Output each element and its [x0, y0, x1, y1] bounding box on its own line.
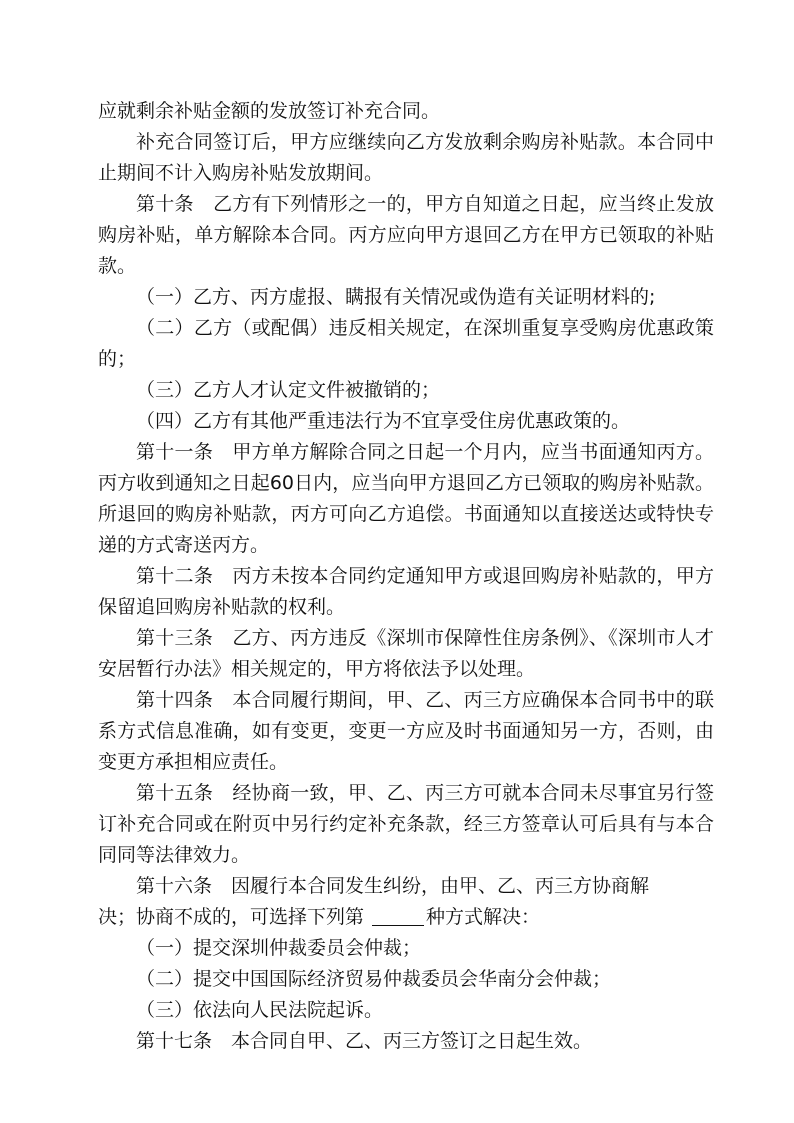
article-16-line-1: 第十六条 因履行本合同发生纠纷，由甲、乙、丙三方协商解 — [136, 875, 650, 897]
article-16-text-before: 决；协商不成的，可选择下列第 — [98, 906, 371, 928]
paragraph-continuation: 应就剩余补贴金额的发放签订补充合同。 — [98, 100, 441, 122]
article-16-line-2 — [98, 902, 714, 933]
article-16-option-3: （三）依法向人民法院起诉。 — [136, 999, 384, 1021]
article-14: 第十四条 本合同履行期间，甲、乙、丙三方应确保本合同书中的联系方式信息准确，如有变更，变更一方应及时书面通知另一方，否则，由变更方承担相应责任。 — [98, 689, 714, 773]
article-17: 第十七条 本合同自甲、乙、丙三方签订之日起生效。 — [136, 1030, 593, 1052]
article-10-item-1: （一）乙方、丙方虚报、瞒报有关情况或伪造有关证明材料的; — [136, 286, 656, 308]
article-10: 第十条 乙方有下列情形之一的，甲方自知道之日起，应当终止发放购房补贴，单方解除本合同。丙方应向甲方退回乙方在甲方已领取的补贴款。 — [98, 193, 714, 277]
article-11: 第十一条 甲方单方解除合同之日起一个月内，应当书面通知丙方。丙方收到通知之日起60日内，应当向甲方退回乙方已领取的购房补贴款。所退回的购房补贴款，丙方可向乙方追偿。书面通知以直接送达或特快专递的方式寄送丙方。 — [98, 441, 714, 556]
article-16 — [98, 871, 714, 933]
article-10-item-4: （四）乙方有其他严重违法行为不宜享受住房优惠政策的。 — [136, 410, 631, 432]
article-10-item-3: （三）乙方人才认定文件被撤销的； — [136, 379, 441, 401]
article-10-item-2: （二）乙方（或配偶）违反相关规定，在深圳重复享受购房优惠政策的； — [98, 317, 714, 370]
article-13: 第十三条 乙方、丙方违反《深圳市保障性住房条例》、《深圳市人才安居暂行办法》相关规定的，甲方将依法予以处理。 — [98, 627, 714, 680]
article-16-option-1: （一）提交深圳仲裁委员会仲裁； — [136, 937, 422, 959]
article-15: 第十五条 经协商一致，甲、乙、丙三方可就本合同未尽事宜另行签订补充合同或在附页中另行约定补充条款，经三方签章认可后具有与本合同同等法律效力。 — [98, 782, 714, 866]
article-16-option-2: （二）提交中国国际经济贸易仲裁委员会华南分会仲裁； — [136, 968, 612, 990]
contract-body — [98, 96, 714, 1057]
dispute-method-blank-field[interactable] — [372, 907, 424, 926]
paragraph-supplement-contract: 补充合同签订后，甲方应继续向乙方发放剩余购房补贴款。本合同中止期间不计入购房补贴发放期间。 — [98, 131, 714, 184]
article-16-text-after: 种方式解决： — [426, 906, 541, 928]
article-12: 第十二条 丙方未按本合同约定通知甲方或退回购房补贴款的，甲方保留追回购房补贴款的权利。 — [98, 565, 714, 618]
